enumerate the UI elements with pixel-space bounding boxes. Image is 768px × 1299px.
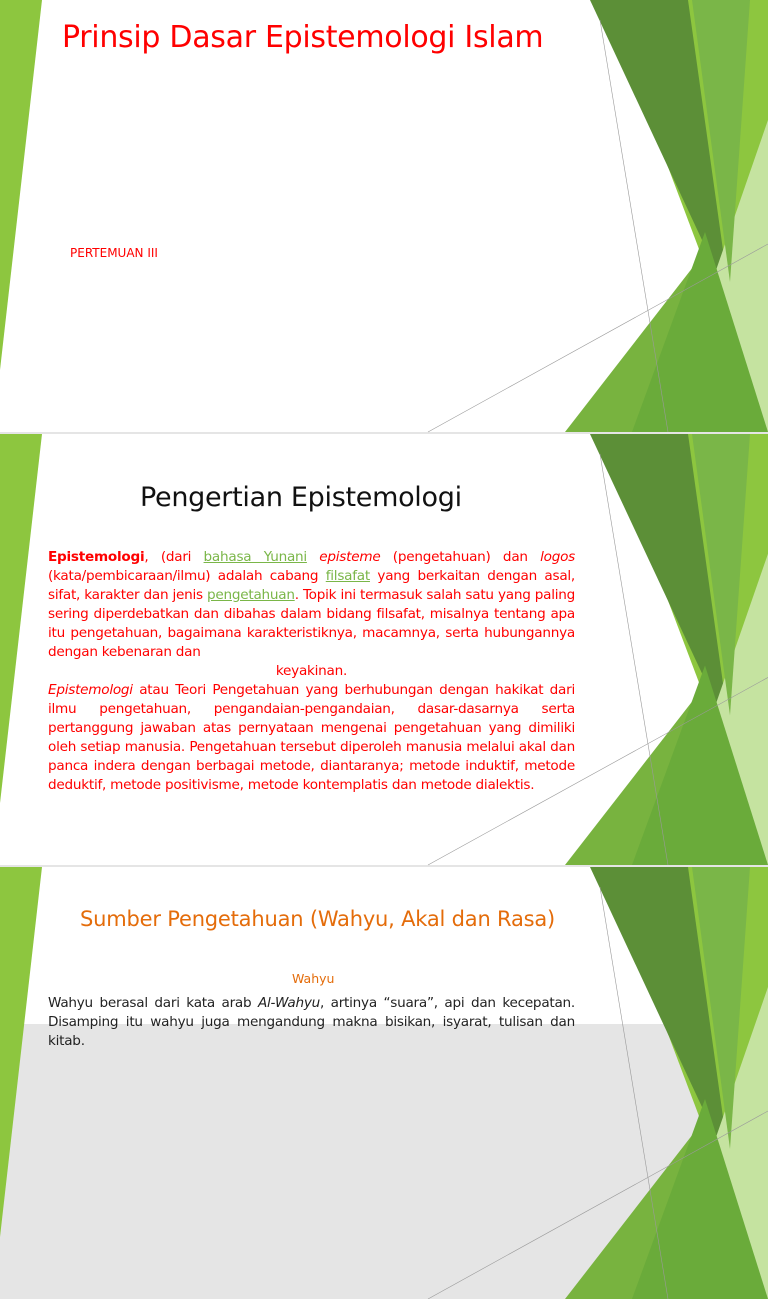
text-run: (kata/pembicaraan/ilmu) adalah cabang xyxy=(48,568,326,584)
text-run: Wahyu berasal dari kata arab xyxy=(48,995,258,1011)
slide-3 xyxy=(0,867,768,1049)
definition-paragraph xyxy=(48,548,575,681)
text-run: atau Teori Pengetahuan yang berhubungan dengan hakikat dari ilmu pengetahuan, pengandaian-pengandaian, dasar-dasarnya serta pertanggung jawaban atas pernyataan mengenai pengetahuan yang dimiliki oleh setiap manusia. Pengetahuan tersebut diperoleh manusia melalui akal dan panca indera dengan berbagai metode, diantaranya; metode induktif, metode deduktif, metode positivisme, metode kontemplatis dan metode dialektis. xyxy=(48,682,575,793)
explanation-paragraph xyxy=(48,681,575,795)
text-run: yang berkaitan dengan asal, sifat, karakter dan jenis xyxy=(48,568,576,603)
text-run: , (dari xyxy=(144,549,204,565)
term-epistemologi: Epistemologi xyxy=(48,549,145,565)
term-logos: logos xyxy=(540,549,575,565)
slide-3-subtitle: Wahyu xyxy=(292,971,335,986)
link-pengetahuan[interactable]: pengetahuan xyxy=(207,587,295,603)
text-run: , artinya “suara”, api dan kecepatan. Disamping itu wahyu juga mengandung makna bisikan, isyarat, tulisan dan kitab. xyxy=(48,995,575,1049)
text-run: (pengetahuan) dan xyxy=(380,549,541,565)
link-bahasa-yunani[interactable]: bahasa Yunani xyxy=(203,549,307,565)
decorative-green-triangles xyxy=(0,0,768,432)
term-episteme: episteme xyxy=(319,549,381,565)
slide-2-body xyxy=(48,548,575,795)
slide-2-title: Pengertian Epistemologi xyxy=(140,482,462,513)
slide-1-subtitle: PERTEMUAN III xyxy=(70,246,158,260)
link-filsafat[interactable]: filsafat xyxy=(325,568,370,584)
slide-2 xyxy=(0,434,768,865)
term-epistemologi-italic: Epistemologi xyxy=(48,682,133,698)
slide-1-title: Prinsip Dasar Epistemologi Islam xyxy=(62,20,544,55)
slide-3-title: Sumber Pengetahuan (Wahyu, Akal dan Rasa) xyxy=(80,907,556,931)
slide-1 xyxy=(0,0,768,432)
text-run xyxy=(307,549,319,565)
text-run-centered: keyakinan. xyxy=(275,663,348,679)
term-al-wahyu: Al-Wahyu xyxy=(257,995,320,1011)
text-run: . Topik ini termasuk salah satu yang paling sering diperdebatkan dan dibahas dalam bidang filsafat, misalnya tentang apa itu pengetahuan, bagaimana karakteristiknya, macamnya, serta hubungannya dengan kebenaran dan xyxy=(48,587,575,660)
slide-3-body xyxy=(48,994,575,1051)
decorative-green-triangles xyxy=(0,867,768,1299)
